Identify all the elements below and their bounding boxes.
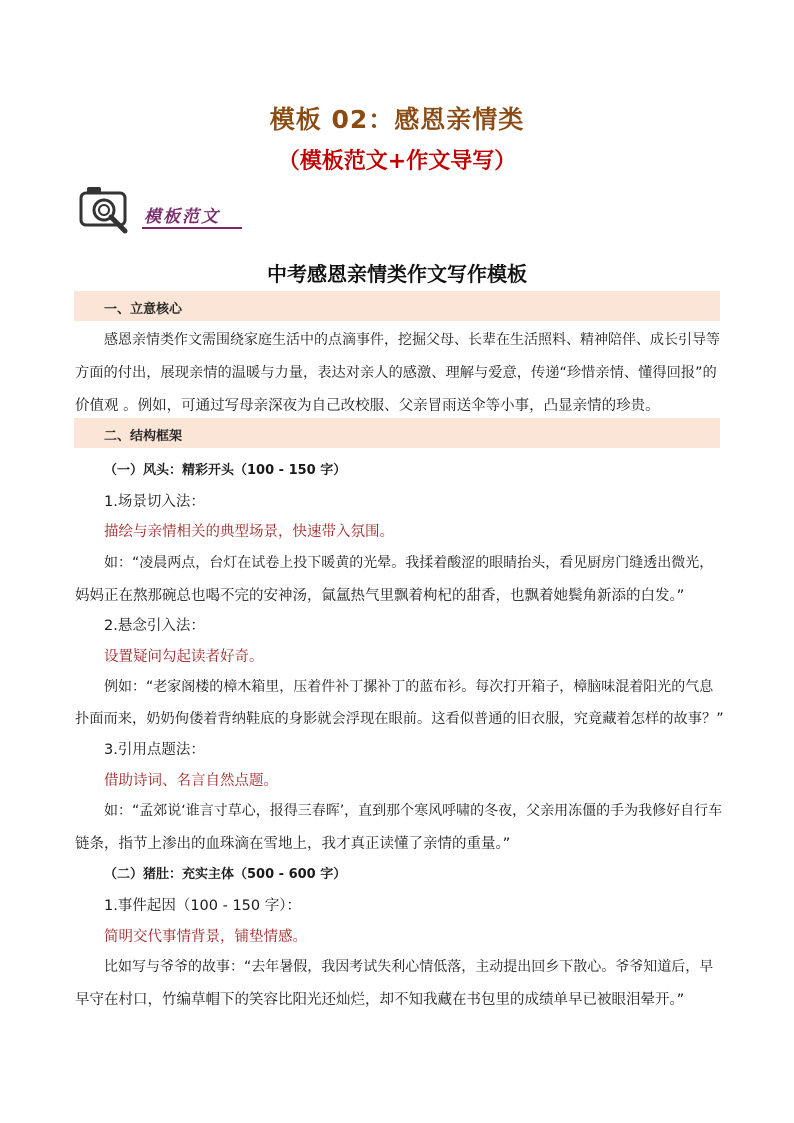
example-line: 例如：“老家阁楼的樟木箱里，压着件补丁摞补丁的蓝布衫。每次打开箱子，樟脑味混着阳光的气息 xyxy=(104,679,714,695)
method-tip: 简明交代事情背景，铺垫情感。 xyxy=(104,929,307,945)
paragraph-line: 感恩亲情类作文需围绕家庭生活中的点滴事件，挖掘父母、长辈在生活照料、精神陪伴、成长引导等 xyxy=(104,332,720,348)
section-title: 二、结构框架 xyxy=(104,429,183,444)
section-header-2 xyxy=(74,418,720,448)
badge-label: 模板范文 xyxy=(144,207,220,227)
badge-underline xyxy=(142,227,242,229)
section-header-1 xyxy=(74,291,720,321)
example-line: 早守在村口，竹编草帽下的笑容比阳光还灿烂，却不知我藏在书包里的成绩单早已被眼泪晕开。” xyxy=(75,992,685,1008)
method-tip: 设置疑问勾起读者好奇。 xyxy=(104,649,264,665)
article-heading: 中考感恩亲情类作文写作模板 xyxy=(267,262,527,286)
example-line: 如：“凌晨两点，台灯在试卷上投下暖黄的光晕。我揉着酸涩的眼睛抬头，看见厨房门缝透出微光， xyxy=(104,555,714,571)
page-title: 模板 02：感恩亲情类 xyxy=(269,105,525,134)
paragraph-line: 方面的付出，展现亲情的温暖与力量，表达对亲人的感激、理解与爱意，传递“珍惜亲情、懂得回报”的 xyxy=(75,365,717,381)
method-tip: 借助诗词、名言自然点题。 xyxy=(104,773,278,789)
method-title: 2.悬念引入法： xyxy=(104,618,205,634)
paragraph-line: 价值观 。例如，可通过写母亲深夜为自己改校服、父亲冒雨送伞等小事，凸显亲情的珍贵。 xyxy=(75,398,660,414)
example-line: 比如写与爷爷的故事：“去年暑假，我因考试失利心情低落，主动提出回乡下散心。爷爷知道后，早 xyxy=(104,959,714,975)
camera-search-icon xyxy=(78,184,138,236)
page-subtitle: （模板范文+作文导写） xyxy=(277,149,517,174)
template-badge xyxy=(78,184,248,236)
example-line: 妈妈正在熬那碗总也喝不完的安神汤，氤氲热气里飘着枸杞的甜香，也飘着她鬓角新添的白发。” xyxy=(75,588,685,604)
part-title: （一）风头：精彩开头（100 - 150 字） xyxy=(104,463,347,478)
method-title: 3.引用点题法： xyxy=(104,742,205,758)
method-tip: 描绘与亲情相关的典型场景，快速带入氛围。 xyxy=(104,524,394,540)
example-line: 如：“孟郊说‘谁言寸草心，报得三春晖’，直到那个寒风呼啸的冬夜，父亲用冻僵的手为我修好自行车 xyxy=(104,803,723,819)
example-line: 链条，指节上渗出的血珠滴在雪地上，我才真正读懂了亲情的重量。” xyxy=(75,836,511,852)
part-title: （二）猪肚：充实主体（500 - 600 字） xyxy=(104,867,347,882)
example-line: 扑面而来，奶奶佝偻着背纳鞋底的身影就会浮现在眼前。这看似普通的旧衣服，究竟藏着怎样的故事？” xyxy=(75,711,724,727)
section-title: 一、立意核心 xyxy=(104,302,183,317)
method-title: 1.事件起因（100 - 150 字）： xyxy=(104,898,301,914)
method-title: 1.场景切入法： xyxy=(104,494,205,510)
